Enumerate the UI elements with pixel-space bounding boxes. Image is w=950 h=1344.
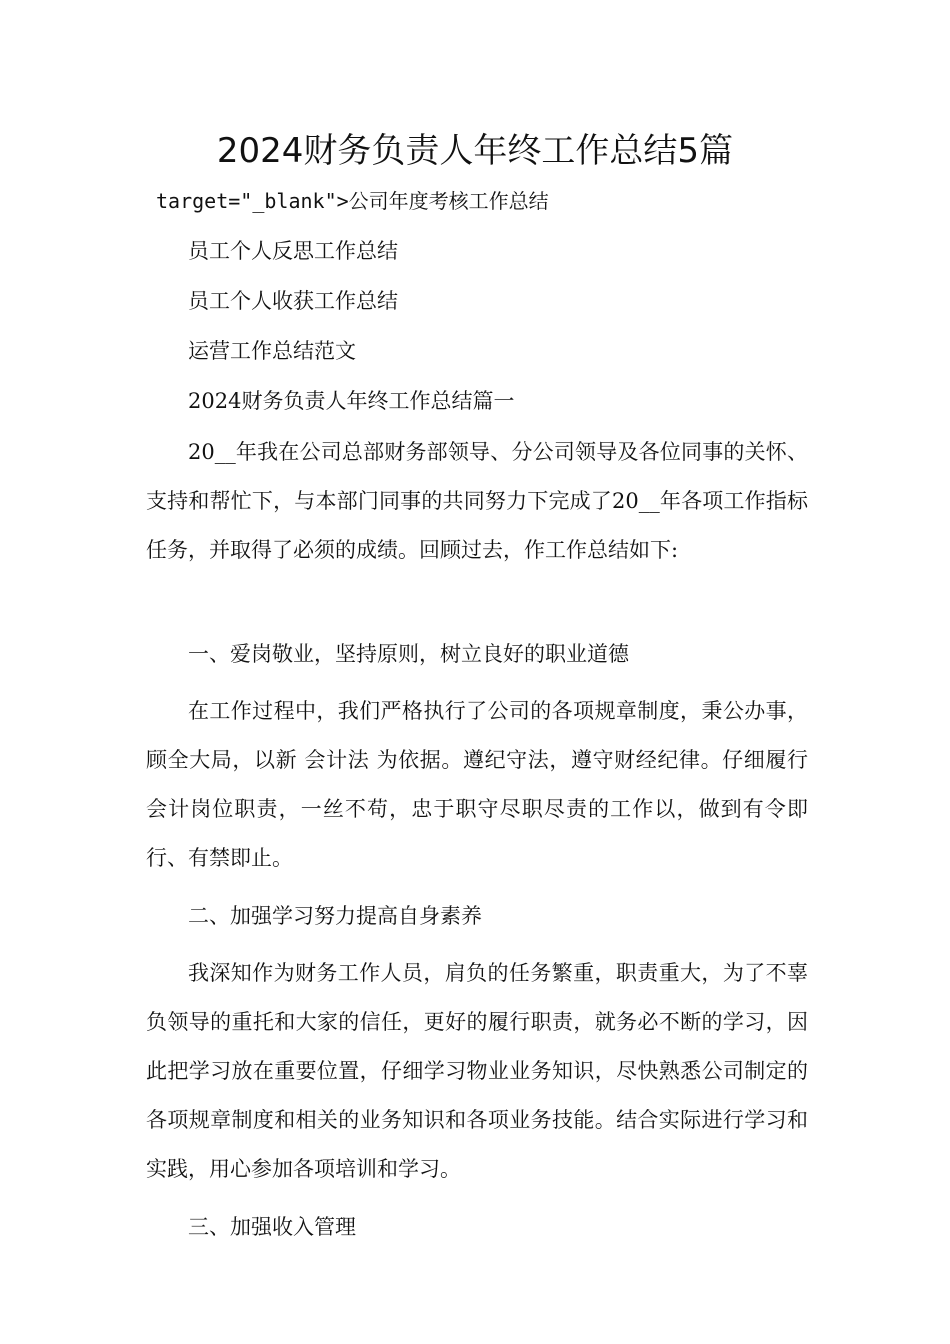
related-link-reflection[interactable]: 员工个人反思工作总结	[188, 239, 398, 263]
paragraph-2: 我深知作为财务工作人员，肩负的任务繁重，职责重大，为了不辜负领导的重托和大家的信任，更好的履行职责，就务必不断的学习，因此把学习放在重要位置，仔细学习物业业务知识，尽快熟悉公司制定的各项规章制度和相关的业务知识和各项业务技能。结合实际进行学习和实践，用心参加各项培训和学习。	[146, 961, 808, 1181]
related-link-gains[interactable]: 员工个人收获工作总结	[188, 289, 398, 313]
related-link-annual-review[interactable]: target="_blank">公司年度考核工作总结	[156, 189, 549, 213]
heading-2: 二、加强学习努力提高自身素养	[188, 904, 482, 928]
document-title: 2024财务负责人年终工作总结5篇	[216, 131, 734, 171]
heading-3: 三、加强收入管理	[188, 1215, 356, 1239]
document-body	[146, 184, 808, 1244]
section-title: 2024财务负责人年终工作总结篇一	[188, 389, 515, 413]
heading-1: 一、爱岗敬业，坚持原则，树立良好的职业道德	[188, 642, 629, 666]
paragraph-1: 在工作过程中，我们严格执行了公司的各项规章制度，秉公办事，顾全大局，以新 会计法 为依据。遵纪守法，遵守财经纪律。仔细履行会计岗位职责，一丝不苟，忠于职守尽职尽责的工作以，做到有令即行、有禁即止。	[146, 699, 808, 870]
intro-paragraph: 20__年我在公司总部财务部领导、分公司领导及各位同事的关怀、支持和帮忙下，与本部门同事的共同努力下完成了20__年各项工作指标任务，并取得了必须的成绩。回顾过去，作工作总结如下:	[146, 440, 808, 562]
related-link-operations[interactable]: 运营工作总结范文	[188, 339, 356, 363]
